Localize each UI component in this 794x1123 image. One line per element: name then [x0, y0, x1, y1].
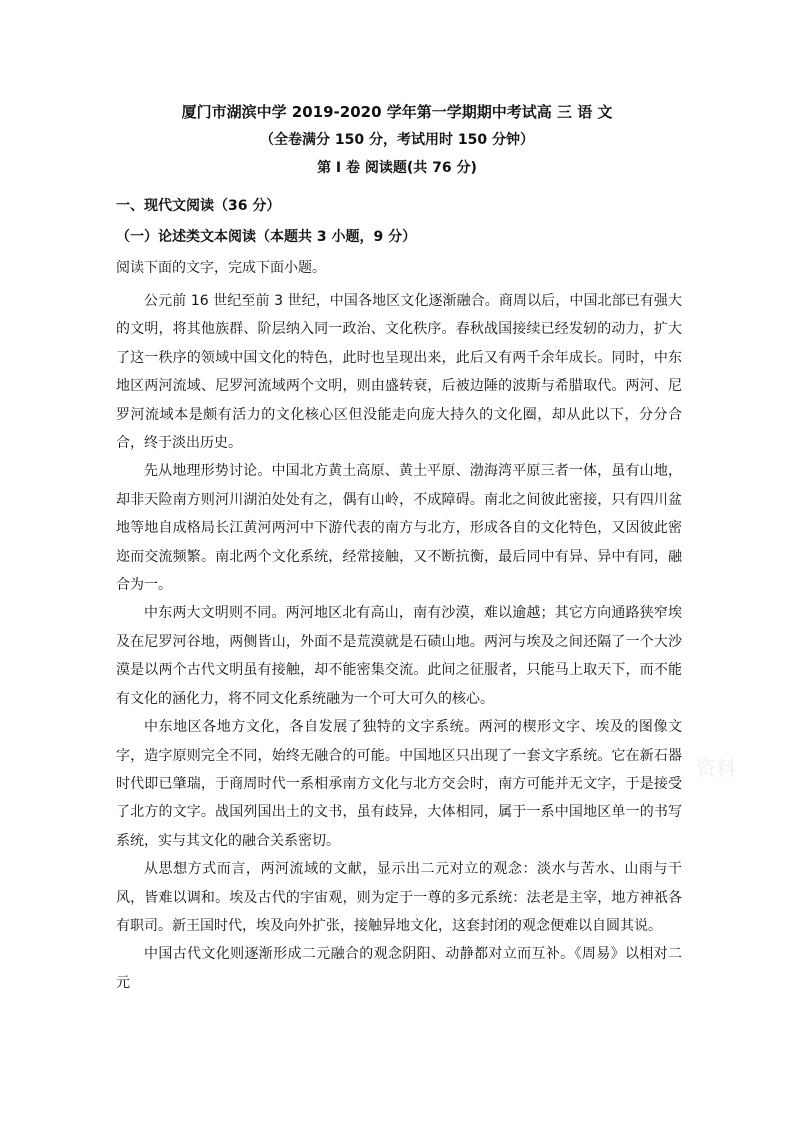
exam-subtitle: （全卷满分 150 分，考试用时 150 分钟）: [260, 132, 534, 148]
title-block: [0, 101, 794, 178]
exam-title: 厦门市湖滨中学 2019-2020 学年第一学期期中考试高 三 语 文: [181, 103, 613, 121]
subsection-heading: （一）论述类文本阅读（本题共 3 小题，9 分）: [116, 229, 417, 245]
passage-paragraph-6: 中国古代文化则逐渐形成二元融合的观念阴阳、动静都对立而互补。《周易》以相对二元: [116, 946, 682, 991]
passage-paragraph-1: 公元前 16 世纪至前 3 世纪，中国各地区文化逐渐融合。商周以后，中国北部已有强大的文明，将其他族群、阶层纳入同一政治、文化秩序。春秋战国接续已经发轫的动力，扩大了这一秩序的领域中国文化的特色，此时也呈现出来，此后又有两千余年成长。同时，中东地区两河流域、尼罗河流域两个文明，则由盛转衰，后被边陲的波斯与希腊取代。两河、尼罗河流域本是颇有活力的文化核心区但没能走向庞大持久的文化圈，却从此以下，分分合合，终于淡出历史。: [116, 293, 682, 452]
part-title: 第 I 卷 阅读题(共 76 分): [317, 160, 477, 176]
passage-paragraph-3: 中东两大文明则不同。两河地区北有高山，南有沙漠，难以逾越；其它方向通路狭窄埃及在尼罗河谷地，两侧皆山，外面不是荒漠就是石碛山地。两河与埃及之间还隔了一个大沙漠是以两个古代文明虽有接触，却不能密集交流。此间之征服者，只能马上取天下，而不能有文化的涵化力，将不同文化系统融为一个可大可久的核心。: [116, 605, 682, 707]
section-heading: 一、现代文阅读（36 分）: [116, 198, 281, 214]
passage-body: [116, 287, 682, 997]
passage-paragraph-5: 从思想方式而言，两河流域的文献，显示出二元对立的观念：淡水与苦水、山雨与干风，皆难以调和。埃及古代的宇宙观，则为定于一尊的多元系统：法老是主宰，地方神祇各有职司。新王国时代，埃及向外扩张，接触异地文化，这套封闭的观念便难以自圆其说。: [116, 861, 682, 934]
passage-paragraph-2: 先从地理形势讨论。中国北方黄土高原、黄土平原、渤海湾平原三者一体，虽有山地，却非天险南方则河川湖泊处处有之，偶有山岭，不成障碍。南北之间彼此密接，只有四川盆地等地自成格局长江黄河两河中下游代表的南方与北方，形成各自的文化特色，又因彼此密迩而交流频繁。南北两个文化系统，经常接触，又不断抗衡，最后同中有异、异中有同，融合为一。: [116, 463, 682, 594]
passage-paragraph-4: 中东地区各地方文化，各自发展了独特的文字系统。两河的楔形文字、埃及的图像文字，造字原则完全不同，始终无融合的可能。中国地区只出现了一套文字系统。它在新石器时代即已肇瑞，于商周时代一系相承南方文化与北方交会时，南方可能并无文字，于是接受了北方的文字。战国列国出土的文书，虽有歧异，大体相同，属于一系中国地区单一的书写系统，实与其文化的融合关系密切。: [116, 719, 682, 849]
faint-watermark: 资料: [696, 756, 736, 780]
reading-instruction: 阅读下面的文字，完成下面小题。: [116, 260, 326, 276]
